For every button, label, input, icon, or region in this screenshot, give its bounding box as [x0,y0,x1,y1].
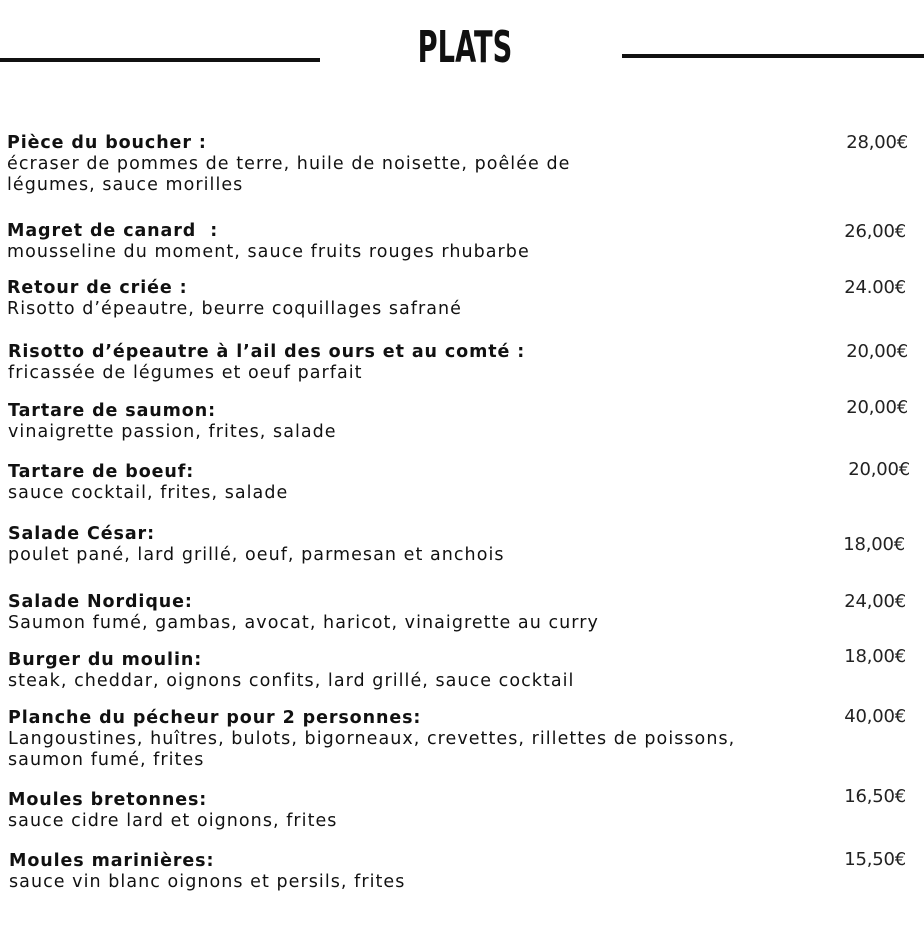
dish-description: écraser de pommes de terre, huile de noisette, poêlée de [7,154,571,174]
dish-price: 20,00€ [848,459,910,480]
dish-name: Planche du pécheur pour 2 personnes: [8,708,422,728]
menu-item-salade-cesar [8,524,818,566]
dish-name: Salade Nordique: [8,592,193,612]
dish-description: poulet pané, lard grillé, oeuf, parmesan et anchois [8,545,505,565]
dish-name: Moules marinières: [9,851,215,871]
dish-price: 16,50€ [844,786,906,807]
dish-description: sauce cocktail, frites, salade [8,483,289,503]
dish-description: vinaigrette passion, frites, salade [8,422,337,442]
dish-description: mousseline du moment, sauce fruits rouges rhubarbe [7,242,530,262]
menu-item-retour-de-criee [7,278,817,320]
menu-item-moules-bretonnes [8,790,818,832]
menu-item-magret-de-canard [7,221,817,263]
dish-price: 20,00€ [846,397,908,418]
dish-name: Risotto d’épeautre à l’ail des ours et au comté : [8,342,526,362]
dish-name: Moules bretonnes: [8,790,208,810]
dish-price: 40,00€ [844,706,906,727]
dish-price: 18,00€ [844,646,906,667]
dish-price: 28,00€ [846,132,908,153]
dish-name: Retour de criée : [7,278,188,298]
dish-description: sauce cidre lard et oignons, frites [8,811,338,831]
dish-price: 15,50€ [844,849,906,870]
dish-description: Langoustines, huîtres, bulots, bigorneaux, crevettes, rillettes de poissons, [8,729,736,749]
dish-name: Salade César: [8,524,155,544]
dish-name: Burger du moulin: [8,650,203,670]
menu-item-risotto [8,342,818,384]
dish-name: Pièce du boucher : [7,133,207,153]
dish-price: 20,00€ [846,341,908,362]
dish-description: Saumon fumé, gambas, avocat, haricot, vinaigrette au curry [8,613,599,633]
section-title: PLATS [417,22,513,73]
dish-name: Tartare de boeuf: [8,462,195,482]
menu-item-salade-nordique [8,592,818,634]
dish-price: 24.00€ [844,277,906,298]
dish-description: saumon fumé, frites [8,749,205,770]
menu-item-moules-marinieres [9,851,819,893]
dish-description: steak, cheddar, oignons confits, lard grillé, sauce cocktail [8,671,575,691]
dish-price: 24,00€ [844,591,906,612]
menu-item-tartare-de-boeuf [8,462,818,504]
dish-name: Tartare de saumon: [8,401,216,421]
dish-name: Magret de canard : [7,221,219,241]
dish-description: légumes, sauce morilles [7,174,244,195]
dish-price: 26,00€ [844,221,906,242]
dish-price: 18,00€ [843,534,905,555]
menu-item-piece-du-boucher [7,133,817,195]
menu-item-burger-du-moulin [8,650,818,692]
dish-description: fricassée de légumes et oeuf parfait [8,363,363,383]
dish-description: Risotto d’épeautre, beurre coquillages safrané [7,299,462,319]
menu-item-tartare-de-saumon [8,401,818,443]
menu-item-planche-du-pecheur [8,708,818,770]
dish-description: sauce vin blanc oignons et persils, frites [9,872,406,892]
